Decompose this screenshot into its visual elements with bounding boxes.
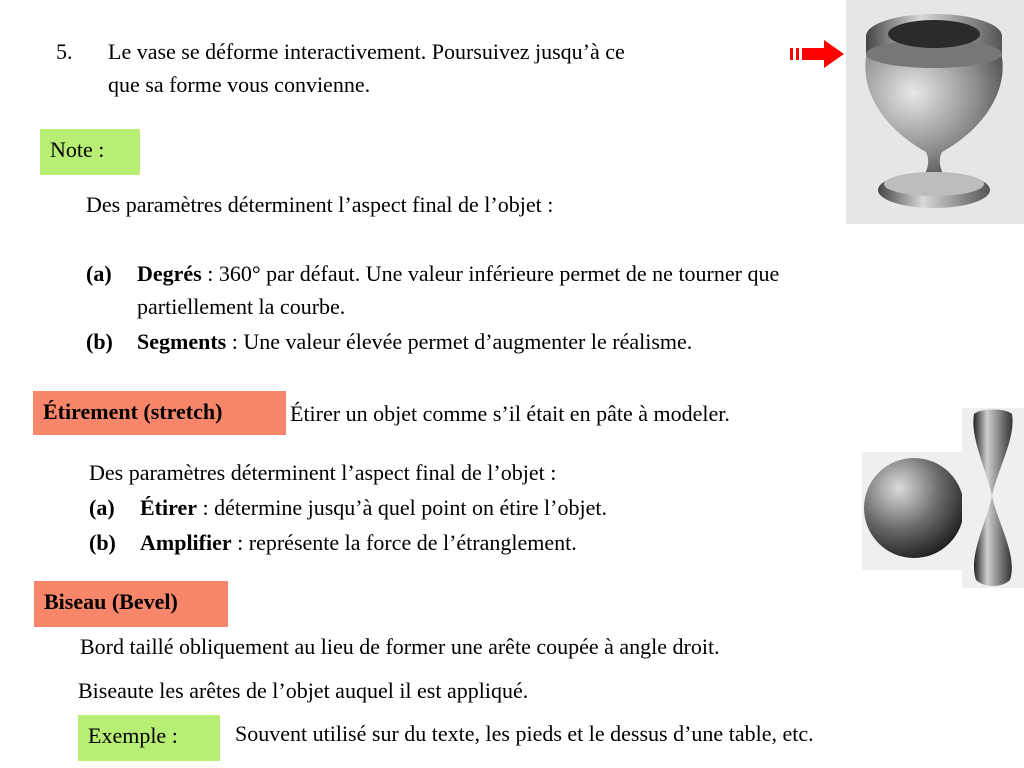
note-item-a-text: : 360° par défaut. Une valeur inférieure permet de ne tourner que: [201, 261, 780, 286]
stretch-item-b-marker: (b): [89, 530, 116, 555]
note-label: Note :: [40, 129, 140, 175]
bevel-line-1: Bord taillé obliquement au lieu de former une arête coupée à angle droit.: [80, 634, 720, 659]
note-item-b-marker: (b): [86, 329, 113, 354]
note-item-a-line-2: partiellement la courbe.: [137, 294, 346, 319]
right-arrow-icon: [790, 38, 846, 70]
example-label: Exemple :: [78, 715, 220, 761]
stretch-item-a-term: Étirer: [140, 495, 198, 520]
step-text-line-1: Le vase se déforme interactivement. Poursuivez jusqu’à ce: [108, 39, 625, 64]
note-item-b-term: Segments: [137, 329, 227, 354]
stretch-item-a-text: : détermine jusqu’à quel point on étire l’objet.: [197, 495, 607, 520]
stretched-shape-image: [962, 408, 1024, 588]
note-item-a-term: Degrés: [137, 261, 202, 286]
note-item-a: [137, 259, 779, 289]
stretch-intro: Des paramètres déterminent l’aspect final de l’objet :: [89, 460, 557, 485]
note-item-b-text: : Une valeur élevée permet d’augmenter le réalisme.: [226, 329, 693, 354]
stretch-item-b: [140, 528, 577, 558]
bevel-label: Biseau (Bevel): [34, 581, 228, 627]
bevel-line-2: Biseaute les arêtes de l’objet auquel il est appliqué.: [78, 678, 529, 703]
vase-image: [846, 0, 1024, 224]
sphere-image: [862, 452, 966, 570]
note-item-a-marker: (a): [86, 261, 112, 286]
stretch-description: Étirer un objet comme s’il était en pâte à modeler.: [290, 401, 730, 426]
stretch-item-a: [140, 493, 607, 523]
note-intro: Des paramètres déterminent l’aspect final de l’objet :: [86, 192, 554, 217]
stretch-item-b-text: : représente la force de l’étranglement.: [231, 530, 577, 555]
step-number: 5.: [56, 39, 73, 64]
step-text-line-2: que sa forme vous convienne.: [108, 72, 371, 97]
example-text: Souvent utilisé sur du texte, les pieds et le dessus d’une table, etc.: [235, 721, 814, 746]
note-item-b: [137, 327, 692, 357]
stretch-item-a-marker: (a): [89, 495, 115, 520]
stretch-label: Étirement (stretch): [33, 391, 286, 435]
stretch-item-b-term: Amplifier: [140, 530, 232, 555]
